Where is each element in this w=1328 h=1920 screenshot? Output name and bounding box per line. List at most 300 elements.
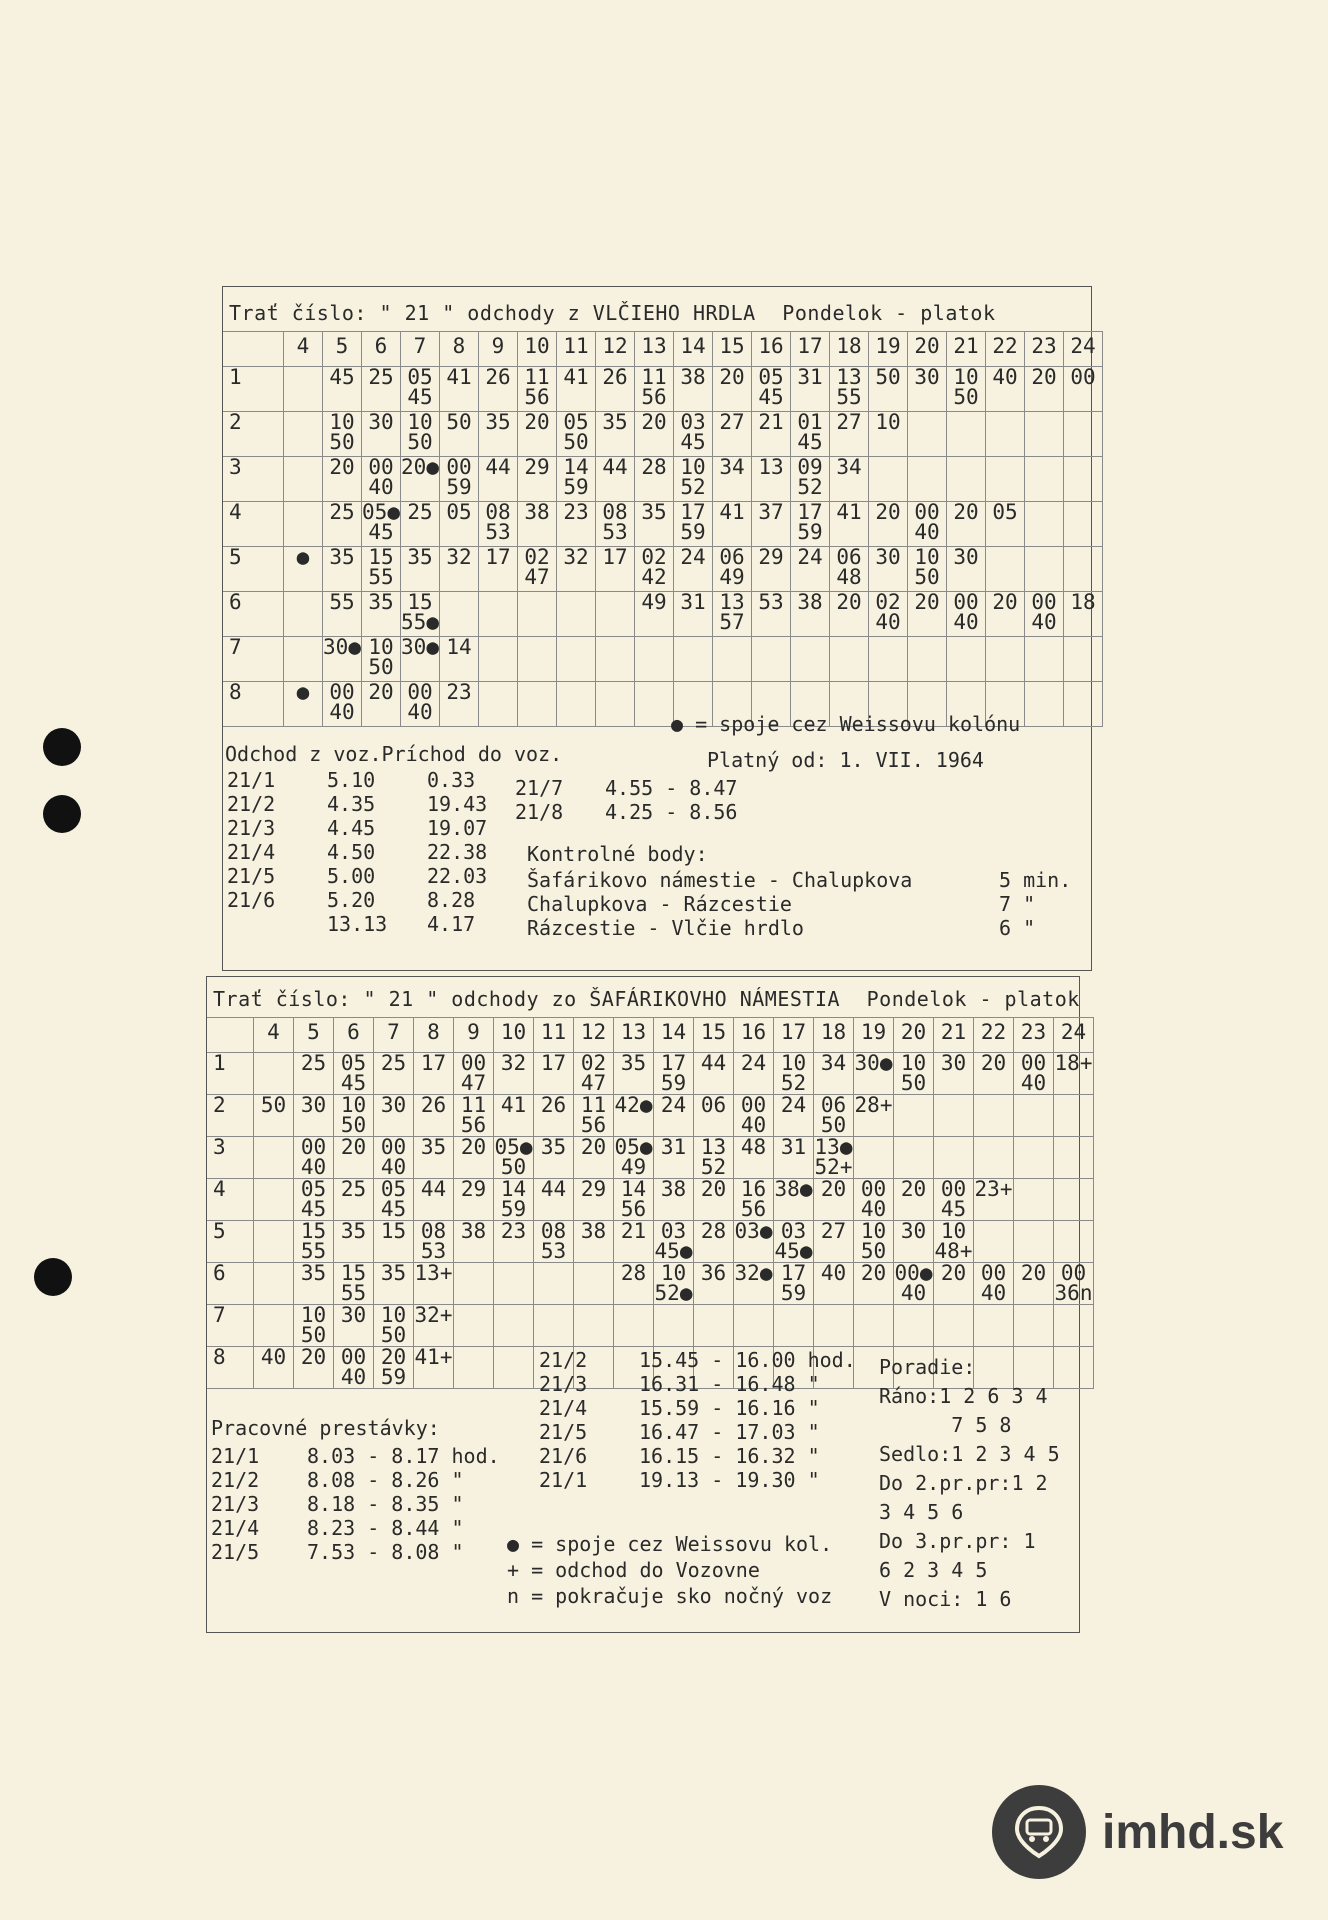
minute-value: 45 (340, 1071, 367, 1095)
break-row-col: 21/5 (211, 1540, 260, 1564)
minute-value: 26 (485, 366, 511, 389)
break-row-col: 8.18 - 8.35 " (307, 1492, 464, 1516)
minute-value: 24 (797, 546, 823, 569)
departure-cell (635, 502, 674, 547)
minute-value: 20 (940, 1262, 967, 1285)
hour-header: 6 (334, 1018, 374, 1053)
departure-cell (694, 1095, 734, 1137)
departure-cell (374, 1137, 414, 1179)
depart-row-col: 4.45 (327, 816, 376, 840)
hour-header: 13 (635, 332, 674, 367)
minute-value: 40 (860, 1197, 887, 1221)
departure-cell (869, 547, 908, 592)
departure-cell (284, 457, 323, 502)
hour-header: 23 (1014, 1018, 1054, 1053)
departure-cell (494, 1053, 534, 1095)
minute-value: 48 (836, 565, 862, 589)
departure-cell (854, 1179, 894, 1221)
departure-cell (908, 592, 947, 637)
minute-value: 20 (1020, 1262, 1047, 1285)
minute-value: 14 (500, 1178, 527, 1201)
hour-header: 24 (1064, 332, 1103, 367)
depart-row-col: 21/1 (227, 768, 276, 792)
departure-cell (294, 1347, 334, 1389)
depart-row-col: 21/6 (227, 888, 276, 912)
departure-cell (454, 1305, 494, 1347)
departure-cell (947, 412, 986, 457)
minute-value: 30● (401, 636, 439, 659)
minute-value: 50 (820, 1113, 847, 1137)
minute-value: 47 (580, 1071, 607, 1095)
departure-cell (414, 1137, 454, 1179)
departure-cell (934, 1095, 974, 1137)
departure-cell (814, 1095, 854, 1137)
departure-cell (1064, 682, 1103, 727)
departure-cell (869, 367, 908, 412)
minute-value: 47 (524, 565, 550, 589)
minute-value: 40 (340, 1365, 367, 1389)
departure-cell (518, 682, 557, 727)
departure-cell (774, 1305, 814, 1347)
minute-value: 30 (875, 546, 901, 569)
departure-cell (362, 457, 401, 502)
minute-value: 53 (485, 520, 511, 544)
departure-cell (284, 412, 323, 457)
minute-value: 20 (980, 1052, 1007, 1075)
minute-value: 27 (820, 1220, 847, 1243)
minute-value: 11 (524, 366, 550, 389)
minute-value: 08 (602, 501, 628, 524)
minute-value: 20 (992, 591, 1018, 614)
minute-value: 52 (680, 475, 706, 499)
departure-cell (814, 1053, 854, 1095)
minute-value: 28 (700, 1220, 727, 1243)
departure-cell (401, 367, 440, 412)
minute-value: 50 (900, 1071, 927, 1095)
minute-value: 38 (524, 501, 550, 524)
departure-cell (614, 1221, 654, 1263)
departure-cell (947, 457, 986, 502)
departure-cell (974, 1137, 1014, 1179)
departure-cell (440, 592, 479, 637)
departure-cell (334, 1263, 374, 1305)
minute-value: 27 (719, 411, 745, 434)
break-row-col: 8.08 - 8.26 " (307, 1468, 464, 1492)
minute-value: 50 (953, 385, 979, 409)
punch-hole (34, 1258, 72, 1296)
minute-value: 40 (953, 610, 979, 634)
departure-cell (1054, 1053, 1094, 1095)
minute-value: 20 (580, 1136, 607, 1159)
depart-row-col: 13.13 (327, 912, 388, 936)
minute-value: 20 (914, 591, 940, 614)
minute-value: 56 (580, 1113, 607, 1137)
break-row-col: 21/1 (211, 1444, 260, 1468)
minute-value: 05 (563, 411, 589, 434)
departure-cell (869, 502, 908, 547)
departure-cell (694, 1179, 734, 1221)
row-number: 1 (223, 367, 284, 412)
minute-value: 47 (460, 1071, 487, 1095)
minute-value: 05 (446, 501, 472, 524)
minute-value: 23+ (974, 1178, 1013, 1201)
hour-header: 16 (734, 1018, 774, 1053)
minute-value: 05 (380, 1178, 407, 1201)
minute-value: 52 (797, 475, 823, 499)
minute-value: 06 (836, 546, 862, 569)
departure-cell (814, 1221, 854, 1263)
departure-cell (694, 1137, 734, 1179)
departure-cell (323, 502, 362, 547)
minute-value: 20 (860, 1262, 887, 1285)
departure-cell (1014, 1137, 1054, 1179)
departure-cell (254, 1095, 294, 1137)
departure-cell (774, 1053, 814, 1095)
minute-value: 38 (660, 1178, 687, 1201)
minute-value: 59 (680, 520, 706, 544)
departure-cell (674, 592, 713, 637)
minute-value: 20 (953, 501, 979, 524)
minute-value: 41 (446, 366, 472, 389)
minute-value: 10 (680, 456, 706, 479)
hour-header: 4 (284, 332, 323, 367)
row-number: 8 (207, 1347, 254, 1389)
departure-cell (479, 547, 518, 592)
minute-value: 20 (329, 456, 355, 479)
departure-cell (774, 1263, 814, 1305)
departure-cell (534, 1179, 574, 1221)
departure-cell (713, 457, 752, 502)
minute-value: 00 (914, 501, 940, 524)
departure-cell (1064, 367, 1103, 412)
hour-header: 19 (854, 1018, 894, 1053)
minute-value: 34 (719, 456, 745, 479)
minute-value: 10 (860, 1220, 887, 1243)
legend-line: ● = spoje cez Weissovu kol. (507, 1532, 833, 1556)
minute-value: 45● (654, 1239, 693, 1263)
departure-cell (534, 1137, 574, 1179)
minute-value: 10 (875, 411, 901, 434)
minute-value: 45 (300, 1197, 327, 1221)
departure-cell (557, 592, 596, 637)
departure-cell (323, 592, 362, 637)
minute-value: 17 (680, 501, 706, 524)
departure-cell (908, 367, 947, 412)
departure-cell (518, 502, 557, 547)
minute-value: 38● (774, 1178, 813, 1201)
day-type: Pondelok - platok (866, 987, 1080, 1011)
minute-value: 55 (300, 1239, 327, 1263)
departure-cell (574, 1305, 614, 1347)
minute-value: 49 (641, 591, 667, 614)
departure-cell (1025, 412, 1064, 457)
departure-cell (654, 1263, 694, 1305)
departure-cell (614, 1179, 654, 1221)
minute-value: 10 (380, 1304, 407, 1327)
minute-value: 15 (368, 546, 394, 569)
departure-cell (791, 637, 830, 682)
legend-line: + = odchod do Vozovne (507, 1558, 760, 1582)
departure-cell (908, 547, 947, 592)
minute-value: 20 (340, 1136, 367, 1159)
departure-cell (596, 637, 635, 682)
departure-cell (1054, 1179, 1094, 1221)
departure-cell (1014, 1305, 1054, 1347)
departure-cell (518, 592, 557, 637)
departure-cell (479, 412, 518, 457)
break-row-col: 21/6 (539, 1444, 588, 1468)
minute-value: 48+ (934, 1239, 973, 1263)
table-row (207, 1137, 1094, 1179)
hour-header: 14 (674, 332, 713, 367)
hour-header: 23 (1025, 332, 1064, 367)
departure-cell (374, 1305, 414, 1347)
minute-value: 56 (460, 1113, 487, 1137)
departure-cell (254, 1221, 294, 1263)
departure-cell (494, 1263, 534, 1305)
order-line: Sedlo:1 2 3 4 5 (879, 1442, 1060, 1466)
departure-cell (494, 1095, 534, 1137)
minute-value: 30 (953, 546, 979, 569)
departure-cell (440, 547, 479, 592)
departure-cell (362, 412, 401, 457)
minute-value: 05● (614, 1136, 653, 1159)
departure-cell (323, 682, 362, 727)
minute-value: 00 (446, 456, 472, 479)
departure-cell (1064, 412, 1103, 457)
minute-value: 21 (620, 1220, 647, 1243)
minute-value: 41+ (414, 1346, 453, 1369)
departure-cell (362, 592, 401, 637)
departure-cell (1014, 1095, 1054, 1137)
departure-cell (752, 547, 791, 592)
minute-value: 49 (719, 565, 745, 589)
depart-row-col: 19.43 (427, 792, 488, 816)
departure-cell (674, 547, 713, 592)
depart-row-col: 22.03 (427, 864, 488, 888)
departure-cell (294, 1179, 334, 1221)
departure-cell (947, 547, 986, 592)
hour-header: 22 (974, 1018, 1014, 1053)
departure-cell (986, 547, 1025, 592)
depart-row-col: 5.10 (327, 768, 376, 792)
minute-value: 05 (992, 501, 1018, 524)
minute-value: 32 (500, 1052, 527, 1075)
departure-cell (854, 1221, 894, 1263)
table-row (223, 592, 1103, 637)
departure-cell (454, 1263, 494, 1305)
departure-cell (974, 1221, 1014, 1263)
minute-value: 25 (300, 1052, 327, 1075)
minute-value: 20 (524, 411, 550, 434)
departure-cell (974, 1179, 1014, 1221)
departure-cell (401, 457, 440, 502)
minute-value: 35 (329, 546, 355, 569)
departure-cell (947, 502, 986, 547)
departure-cell (374, 1179, 414, 1221)
break-row-col: 16.31 - 16.48 " (639, 1372, 820, 1396)
minute-value: 10 (368, 636, 394, 659)
minute-value: 00 (980, 1262, 1007, 1285)
departure-cell (414, 1263, 454, 1305)
minute-value: 14 (446, 636, 472, 659)
departure-cell (654, 1053, 694, 1095)
departure-cell (401, 682, 440, 727)
order-line: Poradie: (879, 1355, 976, 1379)
departure-cell (1054, 1263, 1094, 1305)
departure-cell (1054, 1221, 1094, 1263)
departure-cell (854, 1263, 894, 1305)
day-type: Pondelok - platok (782, 301, 996, 325)
departure-cell (654, 1221, 694, 1263)
departure-cell (814, 1263, 854, 1305)
minute-value: 17 (602, 546, 628, 569)
minute-value: 36n (1054, 1281, 1093, 1305)
departure-cell (694, 1221, 734, 1263)
departure-cell (908, 457, 947, 502)
minute-value: 27 (836, 411, 862, 434)
departure-cell (574, 1263, 614, 1305)
departure-cell (374, 1347, 414, 1389)
hour-header: 11 (557, 332, 596, 367)
minute-value: 45 (407, 385, 433, 409)
departure-cell (414, 1053, 454, 1095)
depart-row-col: 4.25 - 8.56 (605, 800, 738, 824)
order-line: 7 5 8 (879, 1413, 1012, 1437)
minute-value: 35 (340, 1220, 367, 1243)
departure-cell (454, 1221, 494, 1263)
departure-cell (518, 637, 557, 682)
departure-cell (1025, 682, 1064, 727)
hour-header: 15 (694, 1018, 734, 1053)
minute-value: 16 (740, 1178, 767, 1201)
minute-value: 13+ (414, 1262, 453, 1285)
minute-value: 44 (420, 1178, 447, 1201)
imhd-logo (992, 1782, 1283, 1882)
break-row-col: 21/3 (211, 1492, 260, 1516)
minute-value: 05 (758, 366, 784, 389)
minute-value: 55 (368, 565, 394, 589)
minute-value: 40 (1031, 610, 1057, 634)
minute-value: 00 (368, 456, 394, 479)
hour-header: 5 (294, 1018, 334, 1053)
minute-value: 15 (380, 1220, 407, 1243)
minute-value: 30 (914, 366, 940, 389)
control-row-col: Chalupkova - Rázcestie (527, 892, 792, 916)
minute-value: 50 (563, 430, 589, 454)
minute-value: 00 (380, 1136, 407, 1159)
hour-header: 18 (814, 1018, 854, 1053)
departure-cell (518, 412, 557, 457)
hour-header: 20 (894, 1018, 934, 1053)
depart-row-col: 8.28 (427, 888, 476, 912)
minute-value: 45 (940, 1197, 967, 1221)
minute-value: 50 (329, 430, 355, 454)
departure-cell (986, 412, 1025, 457)
departure-cell (414, 1179, 454, 1221)
route-title: Trať číslo: " 21 " odchody zo ŠAFÁRIKOVHO NÁMESTIA (213, 987, 841, 1011)
minute-value: 31 (660, 1136, 687, 1159)
minute-value: 14 (620, 1178, 647, 1201)
minute-value: 55 (329, 591, 355, 614)
order-line: 6 2 3 4 5 (879, 1558, 988, 1582)
depart-row-col: 0.33 (427, 768, 476, 792)
minute-value: 45 (680, 430, 706, 454)
minute-value: 00 (329, 681, 355, 704)
departure-cell (713, 637, 752, 682)
minute-value: 35 (380, 1262, 407, 1285)
minute-value: 26 (540, 1094, 567, 1117)
departure-cell (440, 412, 479, 457)
departure-cell (374, 1263, 414, 1305)
minute-value: 18 (1070, 591, 1096, 614)
minute-value: 31 (797, 366, 823, 389)
departure-cell (814, 1305, 854, 1347)
break-row-col: 16.47 - 17.03 " (639, 1420, 820, 1444)
minute-value: 36 (700, 1262, 727, 1285)
departure-cell (854, 1305, 894, 1347)
minute-value: 30● (854, 1052, 893, 1075)
minute-value: 56 (524, 385, 550, 409)
minute-value: 10 (914, 546, 940, 569)
minute-value: 40 (368, 475, 394, 499)
departure-cell (254, 1305, 294, 1347)
minute-value: 02 (875, 591, 901, 614)
departure-cell (713, 412, 752, 457)
minute-value: 32 (563, 546, 589, 569)
departure-cell (596, 412, 635, 457)
minute-value: 38 (580, 1220, 607, 1243)
minute-value: 05● (362, 501, 400, 524)
minute-value: 13 (700, 1136, 727, 1159)
minute-value: 00 (300, 1136, 327, 1159)
minute-value: 40 (914, 520, 940, 544)
departure-cell (734, 1179, 774, 1221)
minute-value: 35 (368, 591, 394, 614)
departure-cell (869, 592, 908, 637)
minute-value: 00 (407, 681, 433, 704)
departure-cell (323, 412, 362, 457)
departure-cell (752, 457, 791, 502)
departure-cell (934, 1263, 974, 1305)
minute-value: 52 (700, 1155, 727, 1179)
hour-header: 4 (254, 1018, 294, 1053)
departure-cell (557, 412, 596, 457)
departure-cell (635, 547, 674, 592)
departure-cell (362, 367, 401, 412)
minute-value: 52 (780, 1071, 807, 1095)
departure-cell (814, 1137, 854, 1179)
minute-value: 20 (836, 591, 862, 614)
depart-row-col: 4.17 (427, 912, 476, 936)
depart-row-col: 21/8 (515, 800, 564, 824)
minute-value: 56 (641, 385, 667, 409)
departure-cell (479, 367, 518, 412)
departure-cell (908, 412, 947, 457)
depart-row-col: 5.20 (327, 888, 376, 912)
minute-value: 11 (580, 1094, 607, 1117)
departure-cell (752, 367, 791, 412)
departure-table (223, 331, 1103, 727)
hour-header: 10 (494, 1018, 534, 1053)
minute-value: 40 (875, 610, 901, 634)
minute-value: 10 (329, 411, 355, 434)
minute-value: 59 (563, 475, 589, 499)
departure-cell (752, 592, 791, 637)
depart-row-col: 19.07 (427, 816, 488, 840)
departure-cell (414, 1347, 454, 1389)
minute-value: 59 (446, 475, 472, 499)
